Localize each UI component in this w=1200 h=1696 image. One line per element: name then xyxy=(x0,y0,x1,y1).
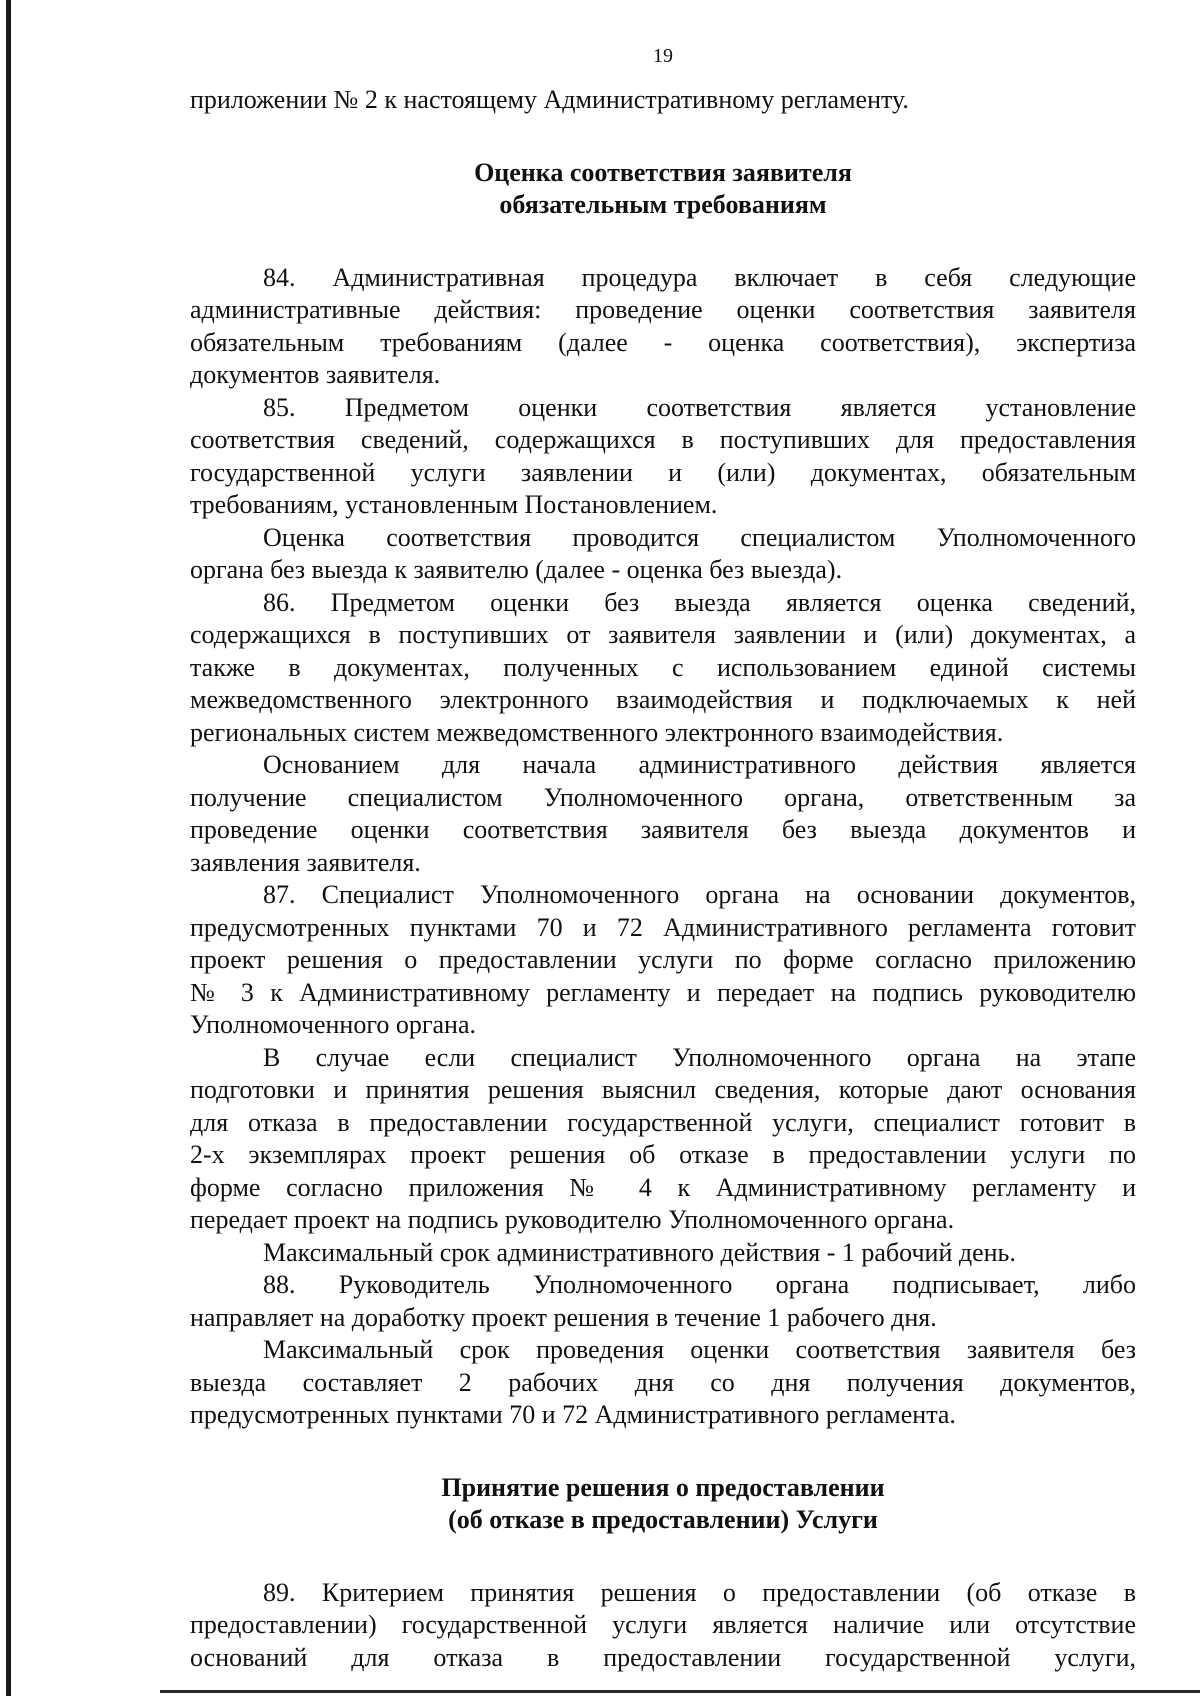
text-line: подготовки и принятия решения выяснил сведения, которые дают основания xyxy=(190,1075,1136,1104)
text-line: Максимальный срок проведения оценки соответствия заявителя без xyxy=(263,1335,1136,1364)
spacer xyxy=(190,1432,1136,1472)
paragraph-87 xyxy=(190,879,1136,1042)
section-heading xyxy=(190,1472,1136,1537)
text-line: Уполномоченного органа. xyxy=(190,1010,476,1039)
document-body xyxy=(190,84,1136,1674)
text-line: 89. Критерием принятия решения о предоставлении (об отказе в xyxy=(263,1577,1136,1607)
text-line: оснований для отказа в предоставлении государственной услуги, xyxy=(190,1642,1136,1672)
text-line: проект решения о предоставлении услуги по форме согласно приложению xyxy=(190,945,1136,974)
text-line: также в документах, полученных с использованием единой системы xyxy=(190,652,1136,682)
text-line: предусмотренных пунктами 70 и 72 Административного регламента готовит xyxy=(190,912,1136,942)
paragraph-89 xyxy=(190,1577,1136,1675)
text-line: предоставлении) государственной услуги является наличие или отсутствие xyxy=(190,1610,1136,1639)
text-line: 87. Специалист Уполномоченного органа на основании документов, xyxy=(263,880,1136,909)
spacer xyxy=(190,222,1136,262)
text-line: 85. Предметом оценки соответствия является установление xyxy=(263,392,1136,422)
text-line: Максимальный срок административного действия - 1 рабочий день. xyxy=(263,1237,1016,1267)
heading-line: обязательным требованиям xyxy=(499,190,827,219)
text-line: № 3 к Административному регламенту и передает на подпись руководителю xyxy=(190,977,1136,1007)
paragraph-max-assessment-term xyxy=(190,1334,1136,1432)
text-line: обязательным требованиям (далее - оценка соответствия), экспертиза xyxy=(190,327,1136,357)
heading-line: (об отказе в предоставлении) Услуги xyxy=(448,1505,878,1534)
heading-line: Оценка соответствия заявителя xyxy=(474,157,852,187)
text-line: заявления заявителя. xyxy=(190,847,421,877)
text-line: 88. Руководитель Уполномоченного органа подписывает, либо xyxy=(263,1270,1136,1299)
spacer xyxy=(190,117,1136,157)
text-line: требованиям, установленным Постановлением. xyxy=(190,490,718,519)
text-line: 2-х экземплярах проект решения об отказе в предоставлении услуги по xyxy=(190,1140,1136,1169)
text-line: органа без выезда к заявителю (далее - оценка без выезда). xyxy=(190,555,843,584)
scan-bottom-line xyxy=(160,1690,1200,1693)
text-line: выезда составляет 2 рабочих дня со дня получения документов, xyxy=(190,1367,1136,1397)
paragraph-assessment xyxy=(190,522,1136,587)
paragraph-86 xyxy=(190,587,1136,750)
text-line: документов заявителя. xyxy=(190,360,441,389)
intro-line: приложении № 2 к настоящему Административному регламенту. xyxy=(190,85,909,114)
text-line: направляет на доработку проект решения в течение 1 рабочего дня. xyxy=(190,1302,937,1332)
text-line: 84. Административная процедура включает в себя следующие xyxy=(263,262,1136,292)
scan-edge-bar xyxy=(6,0,11,1696)
section-heading xyxy=(190,157,1136,222)
text-line: государственной услуги заявлении и (или) документах, обязательным xyxy=(190,457,1136,487)
text-line: 86. Предметом оценки без выезда является оценка сведений, xyxy=(263,587,1136,617)
text-line: предусмотренных пунктами 70 и 72 Административного регламента. xyxy=(190,1400,956,1429)
paragraph-84 xyxy=(190,262,1136,392)
paragraph-refusal xyxy=(190,1042,1136,1237)
text-line: административные действия: проведение оценки соответствия заявителя xyxy=(190,295,1136,324)
paragraph-basis xyxy=(190,749,1136,879)
text-line: межведомственного электронного взаимодействия и подключаемых к ней xyxy=(190,685,1136,714)
text-line: проведение оценки соответствия заявителя без выезда документов и xyxy=(190,815,1136,844)
paragraph-max-term xyxy=(190,1237,1136,1270)
text-line: региональных систем межведомственного электронного взаимодействия. xyxy=(190,717,1004,747)
text-line: форме согласно приложения № 4 к Административному регламенту и xyxy=(190,1172,1136,1202)
page-number: 19 xyxy=(653,45,673,67)
paragraph-85 xyxy=(190,392,1136,522)
heading-line: Принятие решения о предоставлении xyxy=(441,1472,885,1502)
text-line: Основанием для начала административного действия является xyxy=(263,750,1136,779)
text-line: Оценка соответствия проводится специалистом Уполномоченного xyxy=(263,522,1136,552)
text-line: для отказа в предоставлении государственной услуги, специалист готовит в xyxy=(190,1107,1136,1137)
paragraph-88 xyxy=(190,1269,1136,1334)
text-line: соответствия сведений, содержащихся в поступивших для предоставления xyxy=(190,425,1136,454)
spacer xyxy=(190,1537,1136,1577)
text-line: содержащихся в поступивших от заявителя заявлении и (или) документах, а xyxy=(190,620,1136,649)
text-line: В случае если специалист Уполномоченного органа на этапе xyxy=(263,1042,1136,1072)
text-line: передает проект на подпись руководителю Уполномоченного органа. xyxy=(190,1205,955,1234)
text-line: получение специалистом Уполномоченного органа, ответственным за xyxy=(190,782,1136,812)
